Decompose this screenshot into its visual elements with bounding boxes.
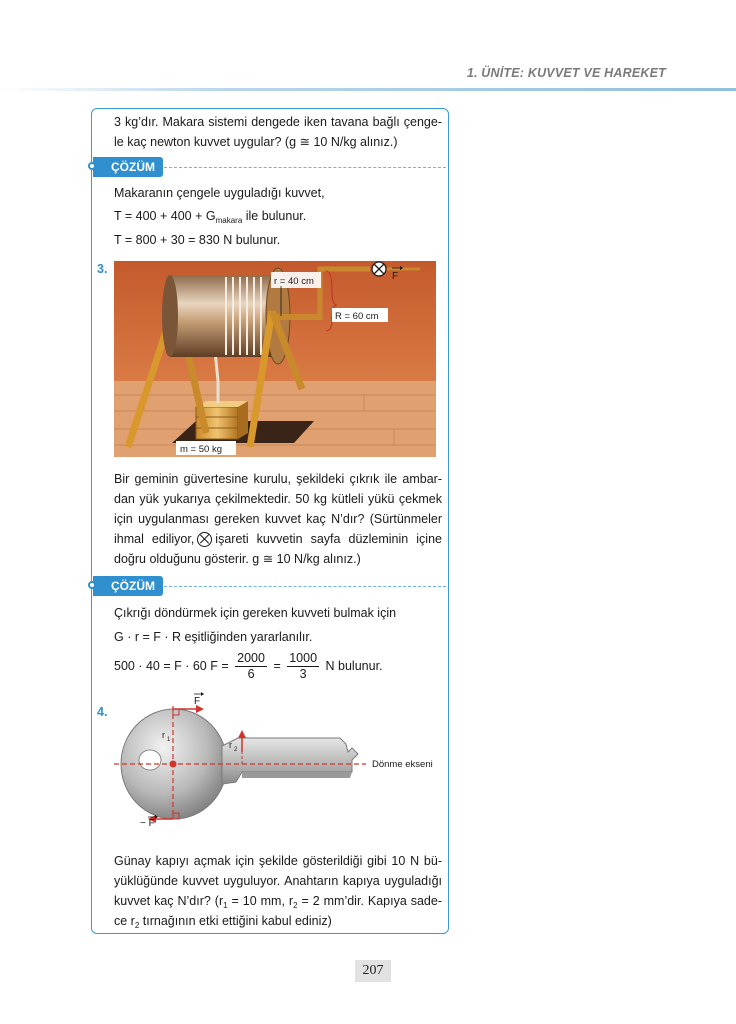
solution2-line-2: G · r = F · R eşitliğinden yararlanılır. — [114, 630, 313, 644]
subscript: 1 — [223, 901, 228, 910]
r2-label: r — [229, 740, 232, 750]
r1-subscript: 1 — [167, 737, 171, 743]
question3-line-1: Bir geminin güvertesine kurulu, şekildeki çıkrık ile ambar- — [114, 472, 442, 486]
r1-label: r — [162, 730, 165, 740]
page-number: 207 — [355, 960, 391, 982]
pivot-point — [170, 761, 177, 768]
solution1-line-3: T = 800 + 30 = 830 N bulunur. — [114, 233, 281, 247]
question3-line-2: dan yük yukarıya çekilmektedir. 50 kg kütleli yükü çekmek — [114, 492, 442, 506]
question4-line-2: yüklüğünde kuvvet uyguluyor. Anahtarın kapıya uyguladığı — [114, 874, 442, 888]
question3-line-5: doğru olduğunu gösterir. g ≅ 10 N/kg alınız.) — [114, 552, 361, 566]
force-label: F — [392, 271, 399, 282]
numerator: 1000 — [289, 651, 318, 666]
denominator: 3 — [299, 667, 307, 682]
dashed-divider — [164, 586, 446, 587]
key-hole — [139, 750, 161, 770]
subscript: 2 — [293, 901, 298, 910]
badge-dot-icon — [88, 162, 96, 170]
text-part: = 10 mm, r — [227, 894, 294, 908]
axis-label: Dönme ekseni — [372, 759, 433, 770]
solution2-line-3 — [114, 651, 442, 682]
text-part: ce r — [114, 914, 135, 928]
dashed-divider — [164, 167, 446, 168]
text-part: tırnağının etki ettiğini kabul ediniz) — [139, 914, 332, 928]
denominator: 6 — [247, 667, 255, 682]
into-page-symbol-icon — [197, 532, 212, 547]
formula-text: T = 400 + 400 + G — [114, 209, 216, 223]
radius-R-label: R = 60 cm — [335, 311, 379, 322]
cozum-label: ÇÖZÜM — [111, 579, 155, 593]
question3-line-3: için uygulanması gereken kuvvet kaç N’dır? (Sürtünmeler — [114, 512, 442, 526]
radius-r-label: r = 40 cm — [274, 276, 314, 287]
badge-dot-icon — [88, 581, 96, 589]
formula-text: ile bulunur. — [242, 209, 307, 223]
mass-label: m = 50 kg — [180, 444, 222, 455]
header-rule — [0, 88, 736, 91]
windlass-figure — [114, 261, 436, 457]
equals-sign: = — [273, 659, 281, 673]
crank-axle — [276, 314, 320, 320]
question4-line-4 — [114, 911, 442, 936]
prev-question-line-1: 3 kg’dır. Makara sistemi dengede iken tavana bağlı çenge- — [114, 115, 442, 129]
equation-end: N bulunur. — [325, 659, 383, 673]
solution1-line-1: Makaranın çengele uyguladığı kuvvet, — [114, 186, 325, 200]
prev-question-line-2: le kaç newton kuvvet uygular? (g ≅ 10 N/kg alınız.) — [114, 135, 398, 149]
fraction-2 — [287, 651, 319, 682]
solution2-line-1: Çıkrığı döndürmek için gereken kuvveti bulmak için — [114, 606, 397, 620]
fraction-1 — [235, 651, 267, 682]
subscript: makara — [215, 216, 243, 225]
solution1-line-2 — [114, 206, 442, 231]
numerator: 2000 — [237, 651, 265, 666]
text-part: = 2 mm’dir. Kapıya sade- — [297, 894, 443, 908]
equation-start: 500 · 40 = F · 60 F = — [114, 659, 229, 673]
question-number-4: 4. — [97, 705, 108, 719]
question3-line-4 — [114, 529, 442, 549]
key-figure — [114, 692, 444, 838]
text-part: kuvvet kaç N’dır? (r — [114, 894, 224, 908]
force-bottom-label: − F — [140, 818, 155, 829]
subscript: 2 — [134, 921, 140, 930]
question3-line-4-start: ihmal ediliyor, — [114, 532, 195, 546]
cozum-badge-1 — [93, 157, 163, 177]
question4-line-1: Günay kapıyı açmak için şekilde gösterildiği gibi 10 N bü- — [114, 854, 442, 868]
cozum-label: ÇÖZÜM — [111, 160, 155, 174]
force-top-label: F — [194, 696, 201, 707]
question-number-3: 3. — [97, 262, 108, 276]
cozum-badge-2 — [93, 576, 163, 596]
deck-floor — [114, 381, 436, 457]
r2-subscript: 2 — [234, 747, 238, 753]
unit-title: 1. ÜNİTE: KUVVET VE HAREKET — [466, 66, 666, 80]
question3-line-4-end: işareti kuvvetin sayfa düzleminin içine — [215, 532, 442, 546]
